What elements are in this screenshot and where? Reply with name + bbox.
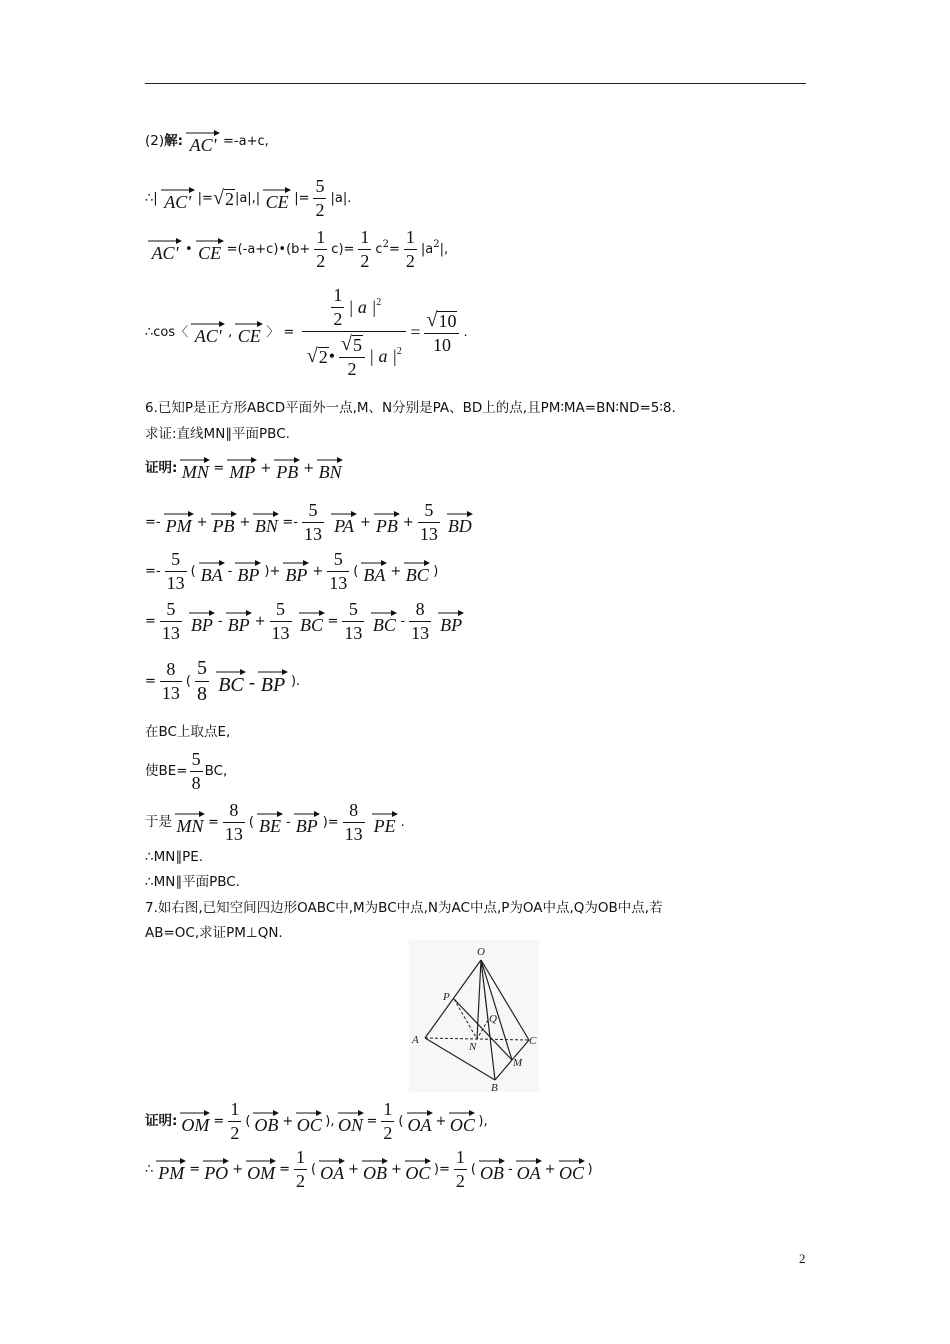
abs-a: |a|,| bbox=[234, 190, 261, 206]
vector-CE: CE bbox=[195, 237, 225, 262]
vector-OB: OB bbox=[252, 1109, 280, 1134]
vector-BA: BA bbox=[198, 559, 226, 584]
fraction: 5 13 bbox=[271, 599, 290, 643]
fraction: 1 2 bbox=[230, 1099, 240, 1143]
vector-MN: MN bbox=[179, 456, 211, 481]
proof-label: 证明: bbox=[145, 459, 178, 476]
fraction: 5 8 bbox=[191, 749, 201, 793]
vector-OM: OM bbox=[245, 1157, 277, 1182]
fraction: 1 2 bbox=[296, 1147, 305, 1191]
vector-OA: OA bbox=[406, 1109, 434, 1134]
vector-BA: BA bbox=[360, 559, 388, 584]
solve-label: 解: bbox=[164, 132, 184, 149]
vector-PE: PE bbox=[371, 810, 399, 835]
fraction: 1 2 bbox=[455, 1147, 465, 1191]
fraction: 5 13 bbox=[161, 599, 180, 643]
vector-MP: MP bbox=[226, 456, 258, 481]
sqrt-2: √ 2 bbox=[306, 344, 328, 367]
vector-PA: PA bbox=[330, 510, 358, 535]
cos-text: ∴cos〈 bbox=[145, 324, 189, 340]
label-P: P bbox=[443, 991, 450, 1003]
vector-BC: BC bbox=[298, 609, 326, 634]
vector-CE: CE bbox=[262, 186, 292, 211]
q6-proof-line5: = 8 13 ( 5 8 BC - BP ). bbox=[145, 657, 301, 705]
vector-BP: BP bbox=[282, 559, 310, 584]
vector-PM: PM bbox=[163, 510, 195, 535]
dot-op: • bbox=[185, 241, 193, 257]
vector-BC: BC bbox=[215, 668, 247, 695]
label-C: C bbox=[529, 1035, 537, 1047]
abs-a: |a|. bbox=[330, 190, 352, 206]
fraction: 5 8 bbox=[196, 657, 207, 705]
vector-BP: BP bbox=[437, 609, 465, 634]
vector-MN: MN bbox=[174, 810, 206, 835]
q6-proof-line2: =- PM + PB + BN =- 5 13 PA + PB + 5 13 BD bbox=[145, 500, 472, 544]
vector-BP: BP bbox=[225, 609, 253, 634]
part2-line3 bbox=[145, 228, 448, 271]
fraction: √ 5 2 bbox=[339, 334, 365, 379]
vector-OC: OC bbox=[448, 1109, 476, 1134]
q6-conclusion-1: ∴MN∥PE. bbox=[145, 849, 204, 865]
abs-bar: | bbox=[153, 190, 158, 206]
eq-text: 〉 = bbox=[266, 324, 295, 340]
vector-BC: BC bbox=[370, 609, 398, 634]
fraction: 1 2 bbox=[405, 227, 415, 271]
proof-label: 证明: bbox=[145, 1112, 178, 1129]
vector-AC1: AC' bbox=[160, 186, 196, 211]
vector-PB: PB bbox=[210, 510, 238, 535]
fraction: 5 13 bbox=[304, 500, 322, 544]
vector-BP: BP bbox=[188, 609, 216, 634]
fraction: 8 13 bbox=[224, 800, 243, 844]
vector-BD: BD bbox=[446, 510, 474, 535]
eq-text: =-a+c, bbox=[223, 134, 269, 149]
q6-take-point: 在BC上取点E, bbox=[145, 724, 231, 740]
vector-OA: OA bbox=[318, 1157, 346, 1182]
exponent: 2 bbox=[382, 239, 389, 251]
vector-OC: OC bbox=[404, 1157, 432, 1182]
label-B: B bbox=[491, 1082, 498, 1092]
vector-BN: BN bbox=[316, 456, 344, 481]
q6-proof-line1: 证明: MN = MP + PB + BN bbox=[145, 456, 346, 481]
vector-BN: BN bbox=[252, 510, 280, 535]
q7-statement-1: 7.如右图,已知空间四边形OABC中,M为BC中点,N为AC中点,P为OA中点,Q为OB中点,若 bbox=[145, 900, 663, 916]
vector-BP: BP bbox=[257, 668, 289, 695]
q7-proof-line1: 证明: OM = 1 2 ( OB + OC ), ON = 1 2 ( OA + OC ), bbox=[145, 1099, 488, 1143]
eq-text: |= bbox=[294, 190, 310, 206]
fraction: 5 2 bbox=[315, 176, 325, 220]
vector-CE: CE bbox=[234, 320, 264, 345]
fraction: 1 2 bbox=[333, 285, 343, 329]
label-N: N bbox=[469, 1041, 477, 1053]
part-label: (2) bbox=[145, 132, 165, 149]
label-O: O bbox=[477, 946, 485, 958]
q6-so-line: 于是 MN = 8 13 ( BE - BP )= 8 13 PE . bbox=[145, 800, 405, 844]
q6-statement-1: 6.已知P是正方形ABCD平面外一点,M、N分别是PA、BD上的点,且PM∶MA=BN∶ND=5∶8. bbox=[145, 400, 676, 416]
eq-text: = bbox=[388, 241, 400, 257]
fraction: √ 10 10 bbox=[424, 310, 459, 355]
eq-text: |, bbox=[439, 241, 449, 257]
vector-BC: BC bbox=[403, 559, 431, 584]
eq-text: c)= bbox=[331, 241, 355, 257]
label-M: M bbox=[513, 1057, 523, 1069]
fraction: 5 13 bbox=[329, 549, 348, 593]
vector-OA: OA bbox=[515, 1157, 543, 1182]
vector-BP: BP bbox=[234, 559, 262, 584]
eq-text: =(-a+c)•(b+ bbox=[226, 241, 311, 257]
page-number: 2 bbox=[799, 1251, 806, 1266]
label-A: A bbox=[412, 1034, 419, 1046]
eq-text: = bbox=[410, 322, 421, 343]
vector-PO: PO bbox=[202, 1157, 230, 1182]
fraction: 5 13 bbox=[166, 549, 185, 593]
vector-PM: PM bbox=[155, 1157, 187, 1182]
cos-big-fraction: 1 2 | a | 2 √ 2 • √ 5 2 | a | 2 bbox=[302, 286, 406, 379]
eq-text: |= bbox=[197, 190, 213, 206]
fraction: 5 13 bbox=[419, 500, 438, 544]
eq-text: . bbox=[463, 324, 468, 340]
fraction: 1 2 bbox=[316, 227, 326, 271]
part2-line1 bbox=[145, 129, 269, 154]
q7-proof-line2: ∴ PM = PO + OM = 1 2 ( OA + OB + OC )= 1 2 ( OB - OA + OC ) bbox=[145, 1147, 593, 1191]
comma: , bbox=[228, 324, 233, 340]
exponent: 2 bbox=[433, 239, 440, 251]
fraction: 8 13 bbox=[344, 800, 363, 844]
sqrt-2: √ 2 bbox=[212, 187, 234, 210]
vector-OC: OC bbox=[558, 1157, 586, 1182]
vector-OC: OC bbox=[295, 1109, 323, 1134]
vector-OB: OB bbox=[478, 1157, 506, 1182]
vector-BP: BP bbox=[293, 810, 321, 835]
vector-PB: PB bbox=[373, 510, 401, 535]
vector-OB: OB bbox=[361, 1157, 389, 1182]
q6-proof-line3: =- 5 13 ( BA - BP )+ BP + 5 13 ( BA + BC ) bbox=[145, 549, 439, 593]
part2-line2 bbox=[145, 177, 351, 220]
vector-ON: ON bbox=[337, 1109, 365, 1134]
vector-AC1: AC' bbox=[190, 320, 226, 345]
fraction: 8 13 bbox=[411, 599, 430, 643]
fraction: 1 2 bbox=[383, 1099, 393, 1143]
vector-PB: PB bbox=[273, 456, 301, 481]
eq-text: |a bbox=[420, 241, 434, 257]
fraction: 1 2 bbox=[360, 227, 370, 271]
q6-proof-line4: = 5 13 BP - BP + 5 13 BC = 5 13 BC - 8 13 BP bbox=[145, 600, 467, 643]
fraction: 5 13 bbox=[344, 599, 363, 643]
part2-line4 bbox=[145, 286, 468, 379]
vector-AC1: AC' bbox=[185, 129, 221, 154]
q6-statement-2: 求证:直线MN∥平面PBC. bbox=[145, 426, 290, 442]
eq-text: c bbox=[375, 241, 383, 257]
header-rule bbox=[145, 83, 806, 84]
q6-let-be: 使BE= 5 8 BC, bbox=[145, 749, 228, 793]
therefore-symbol: ∴ bbox=[145, 190, 154, 206]
vector-OM: OM bbox=[179, 1109, 211, 1134]
q6-conclusion-2: ∴MN∥平面PBC. bbox=[145, 874, 240, 890]
vector-AC1: AC' bbox=[147, 237, 183, 262]
tetrahedron-figure bbox=[409, 940, 539, 1092]
vector-BE: BE bbox=[256, 810, 284, 835]
label-Q: Q bbox=[489, 1013, 497, 1025]
fraction: 8 13 bbox=[161, 659, 180, 703]
q7-statement-2: AB=OC,求证PM⊥QN. bbox=[145, 925, 283, 941]
